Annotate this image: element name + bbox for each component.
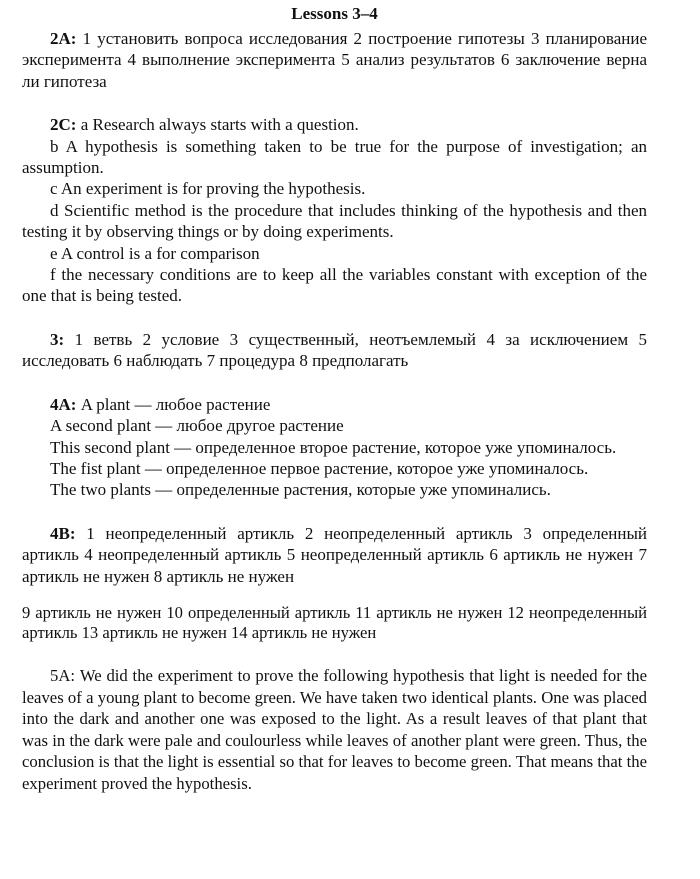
- section-3: [22, 329, 647, 372]
- section-2c: [22, 114, 647, 307]
- section-2c-item-text: a Research always starts with a question.: [80, 115, 359, 135]
- section-4b-text: 1 неопределенный артикль 2 неопределенный артикль 3 определенный артикль 4 неопределенный артикль 5 неопределенный артикль 6 артикль не нужен 7 артикль не нужен 8 артикль не нужен: [22, 523, 648, 586]
- section-2a-text: 1 установить вопроса исследования 2 построение гипотезы 3 планирование эксперимента 4 выполнение эксперимента 5 анализ результатов 6 заключение верна ли гипотеза: [22, 29, 647, 91]
- section-4a-item-3: This second plant — определенное второе растение, которое уже упоминалось.: [50, 437, 617, 457]
- section-4a-item-1: [22, 394, 647, 415]
- section-5a-label: 5А:: [50, 665, 76, 685]
- section-4b: [22, 523, 647, 587]
- section-4a-item-text: A plant — любое растение: [80, 394, 271, 414]
- section-2c-item-b: b A hypothesis is something taken to be true for the purpose of investigation; an assumption.: [22, 136, 647, 178]
- section-2c-item-d: d Scientific method is the procedure that includes thinking of the hypothesis and then testing it by observing things or by doing experiments.: [22, 200, 647, 242]
- section-2a: [22, 28, 647, 92]
- section-4a-item-4: The fist plant — определенное первое растение, которое уже упоминалось.: [50, 458, 589, 478]
- document-page: [22, 4, 647, 795]
- section-2c-item-a: [22, 114, 647, 135]
- section-2a-label: 2А:: [50, 29, 77, 48]
- section-4a-label: 4А:: [50, 394, 77, 414]
- section-2c-item-e: e A control is a for comparison: [50, 243, 260, 263]
- section-3-text: 1 ветвь 2 условие 3 существенный, неотъемлемый 4 за исключением 5 исследовать 6 наблюдать 7 процедура 8 предполагать: [22, 329, 647, 371]
- section-3-label: 3:: [50, 329, 65, 349]
- section-5a-text: We did the experiment to prove the following hypothesis that light is needed for the leaves of a young plant to become green. We have taken two identical plants. One was placed into the dark and another one was exposed to the light. As a result leaves of that plant that was in the dark were pale and coulourless while leaves of another plant were green. Thus, the conclusion is that the light is essential so that for leaves to become green. That means that the experiment proved the hypothesis.: [22, 665, 648, 793]
- page-title: Lessons 3–4: [291, 4, 378, 23]
- section-5a: [22, 665, 647, 795]
- section-4a: [22, 394, 647, 501]
- section-2c-label: 2C:: [50, 115, 77, 135]
- section-4a-item-2: A second plant — любое другое растение: [50, 416, 344, 436]
- section-4a-item-5: The two plants — определенные растения, которые уже упоминались.: [50, 480, 551, 500]
- section-2c-item-c: c An experiment is for proving the hypothesis.: [50, 179, 366, 199]
- section-4b-continued: 9 артикль не нужен 10 определенный артикль 11 артикль не нужен 12 неопределенный артикль 13 артикль не нужен 14 артикль не нужен: [22, 602, 647, 643]
- section-2c-item-f: f the necessary conditions are to keep all the variables constant with exception of the one that is being tested.: [22, 265, 647, 306]
- section-4b-label: 4В:: [50, 523, 76, 543]
